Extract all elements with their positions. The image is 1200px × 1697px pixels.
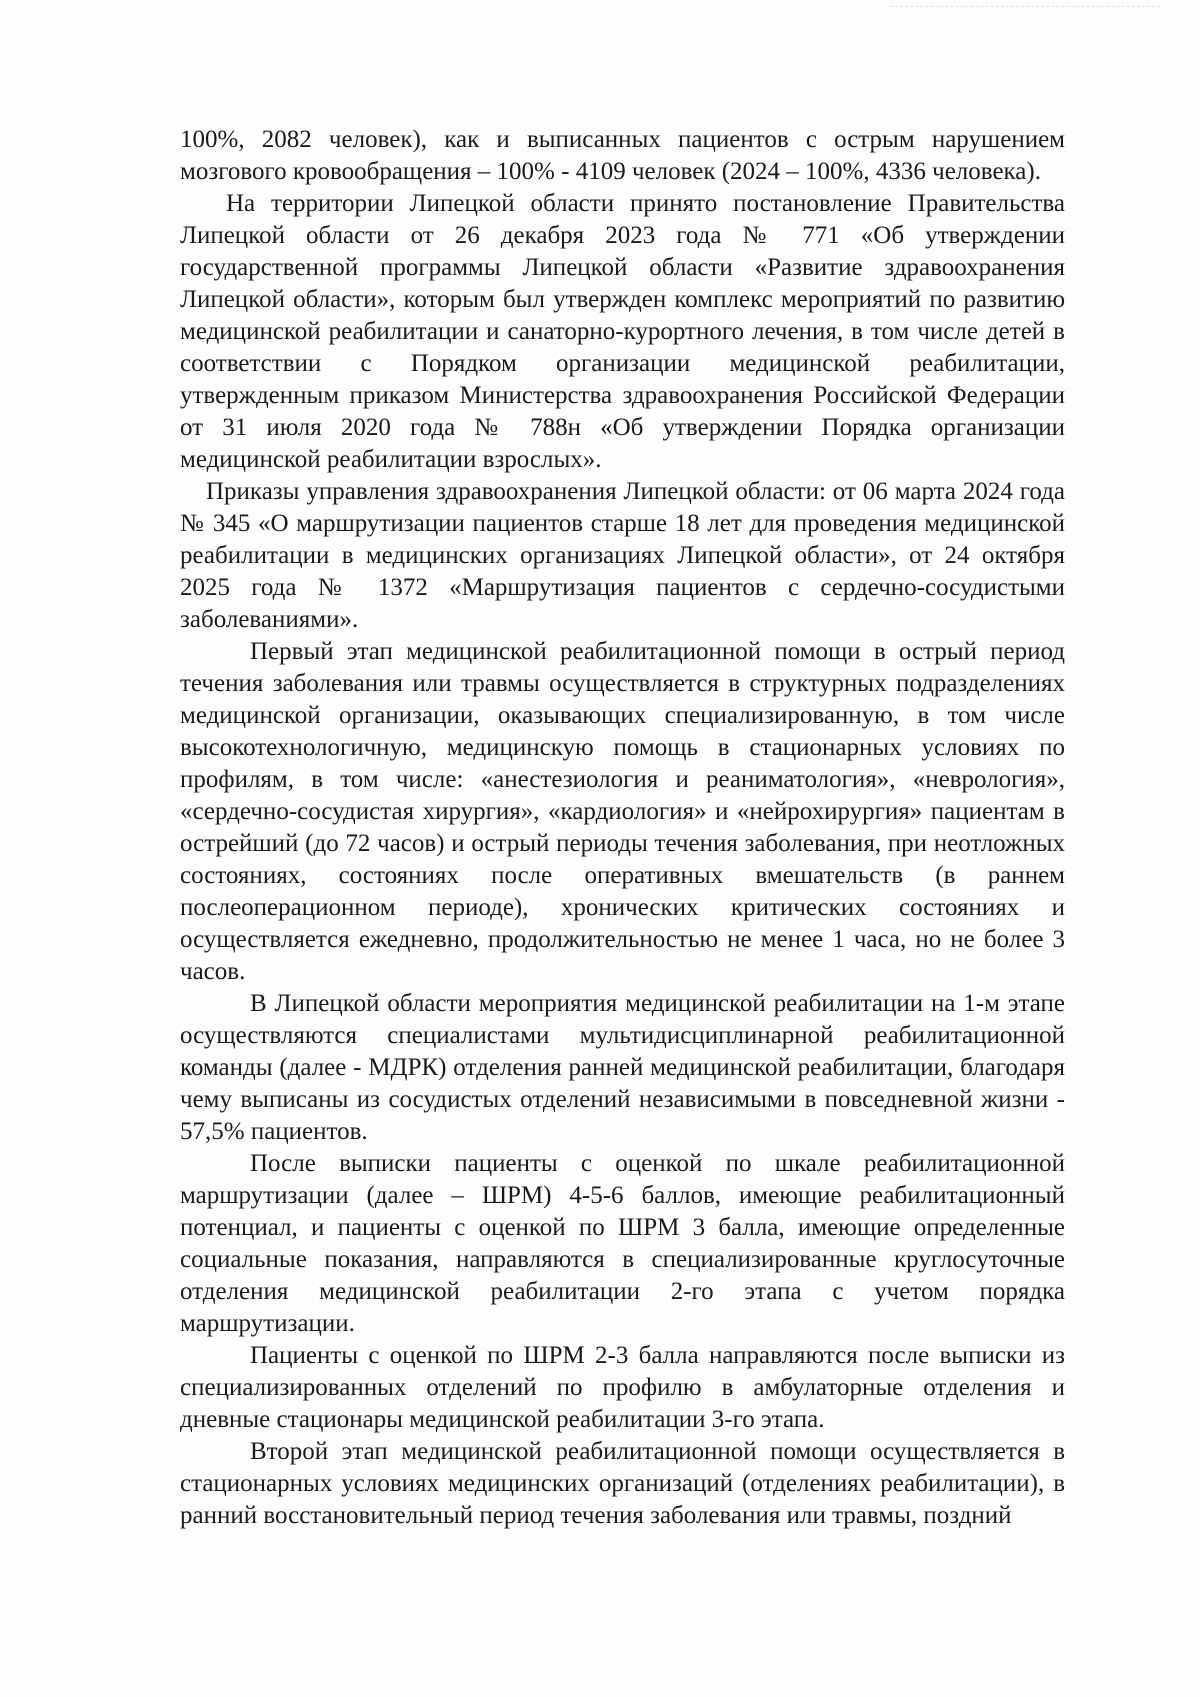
- scan-artifact: [890, 6, 1160, 11]
- paragraph-3: Приказы управления здравоохранения Липецкой области: от 06 марта 2024 года № 345 «О маршрутизации пациентов старше 18 лет для проведения медицинской реабилитации в медицинских организациях Липецкой области», от 24 октября 2025 года № 1372 «Маршрутизация пациентов с сердечно-сосудистыми заболеваниями».: [180, 478, 1065, 633]
- document-body: [180, 124, 1065, 1532]
- paragraph-2: На территории Липецкой области принято постановление Правительства Липецкой области от 26 декабря 2023 года № 771 «Об утверждении государственной программы Липецкой области «Развитие здравоохранения Липецкой области», которым был утвержден комплекс мероприятий по развитию медицинской реабилитации и санаторно-курортного лечения, в том числе детей в соответствии с Порядком организации медицинской реабилитации, утвержденным приказом Министерства здравоохранения Российской Федерации от 31 июля 2020 года № 788н «Об утверждении Порядка организации медицинской реабилитации взрослых».: [180, 190, 1065, 473]
- paragraph-8: Второй этап медицинской реабилитационной помощи осуществляется в стационарных условиях медицинских организаций (отделениях реабилитации), в ранний восстановительный период течения заболевания или травмы, поздний: [180, 1438, 1065, 1529]
- paragraph-5: В Липецкой области мероприятия медицинской реабилитации на 1-м этапе осуществляются специалистами мультидисциплинарной реабилитационной команды (далее - МДРК) отделения ранней медицинской реабилитации, благодаря чему выписаны из сосудистых отделений независимыми в повседневной жизни - 57,5% пациентов.: [180, 990, 1065, 1145]
- paragraph-7: Пациенты с оценкой по ШРМ 2-3 балла направляются после выписки из специализированных отделений по профилю в амбулаторные отделения и дневные стационары медицинской реабилитации 3-го этапа.: [180, 1342, 1065, 1433]
- paragraph-6: После выписки пациенты с оценкой по шкале реабилитационной маршрутизации (далее – ШРМ) 4-5-6 баллов, имеющие реабилитационный потенциал, и пациенты с оценкой по ШРМ 3 балла, имеющие определенные социальные показания, направляются в специализированные круглосуточные отделения медицинской реабилитации 2-го этапа с учетом порядка маршрутизации.: [180, 1150, 1065, 1337]
- paragraph-1: 100%, 2082 человек), как и выписанных пациентов с острым нарушением мозгового кровообращения – 100% - 4109 человек (2024 – 100%, 4336 человека).: [180, 126, 1065, 185]
- paragraph-4: Первый этап медицинской реабилитационной помощи в острый период течения заболевания или травмы осуществляется в структурных подразделениях медицинской организации, оказывающих специализированную, в том числе высокотехнологичную, медицинскую помощь в стационарных условиях по профилям, в том числе: «анестезиология и реаниматология», «неврология», «сердечно-сосудистая хирургия», «кардиология» и «нейрохирургия» пациентам в острейший (до 72 часов) и острый периоды течения заболевания, при неотложных состояниях, состояниях после оперативных вмешательств (в раннем послеоперационном периоде), хронических критических состояниях и осуществляется ежедневно, продолжительностью не менее 1 часа, но не более 3 часов.: [180, 638, 1065, 985]
